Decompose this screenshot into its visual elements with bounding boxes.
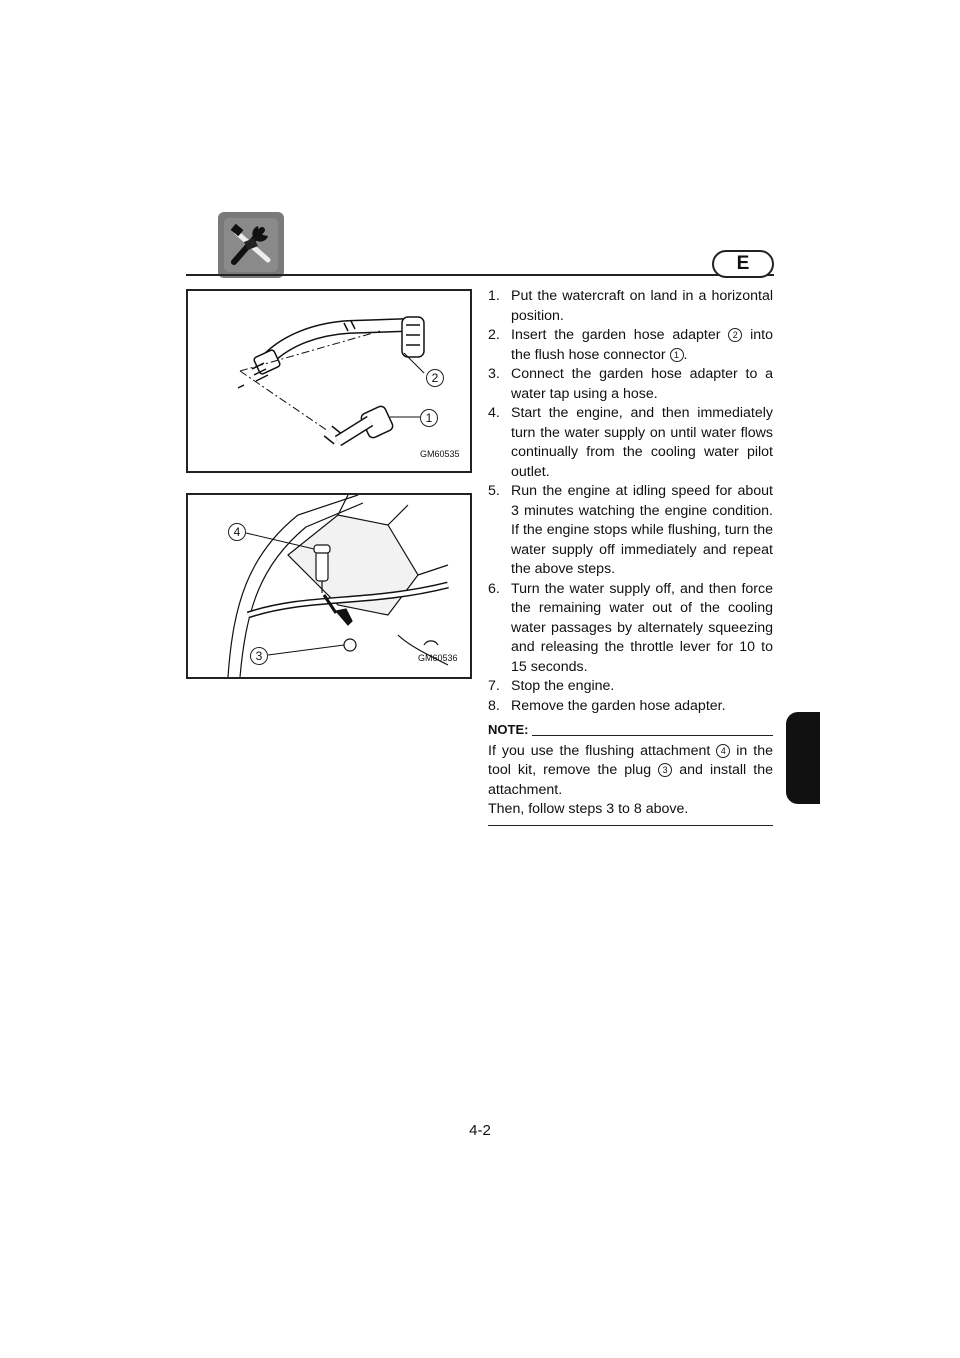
step: 5. Run the engine at idling speed for about 3 minutes watching the engine condition. If the engine stops while flushing, turn the water supply off immediately and repeat the above steps. [488,483,773,577]
callout-3: 3 [250,647,268,665]
callout-ref: 2 [728,328,742,342]
step: 3. Connect the garden hose adapter to a water tap using a hose. [488,366,773,402]
step: 1. Put the watercraft on land in a horizontal position. [488,288,773,324]
step: 7. Stop the engine. [488,678,615,694]
callout-ref: 1 [670,348,684,362]
tools-icon [218,212,284,278]
step: 2. Insert the garden hose adapter 2 into the flush hose connector 1 . [488,327,773,363]
figure-code: GM60536 [418,653,458,663]
section-tab [786,712,820,804]
page-number: 4-2 [469,1122,491,1139]
figure-hose-adapter [186,289,472,473]
figure-code: GM60535 [420,449,460,459]
callout-2: 2 [426,369,444,387]
callout-1: 1 [420,409,438,427]
note-text-line2: Then, follow steps 3 to 8 above. [488,801,689,817]
step: 8. Remove the garden hose adapter. [488,697,726,714]
note-label: NOTE: [488,722,529,737]
language-badge: E [712,250,774,278]
callout-ref: 4 [716,744,730,758]
callout-ref: 3 [658,763,672,777]
note-text: If you use the flushing attachment 4 in the tool kit, remove the plug 3 and install the attachment. [488,742,773,798]
engine-flush-illustration [188,495,470,677]
note-box [488,720,773,826]
figure-engine-flush [186,493,472,679]
instructions [488,287,773,826]
callout-4: 4 [228,523,246,541]
step: 6. Turn the water supply off, and then force the remaining water out of the cooling water passages by alternately squeezing and releasing the throttle lever for 10 to 15 seconds. [488,580,773,675]
step: 4. Start the engine, and then immediately turn the water supply on until water flows continually from the cooling water pilot outlet. [488,405,773,480]
header-rule [186,274,774,276]
note-rule [532,735,773,736]
steps-list [488,287,773,716]
note-end-rule [488,825,773,826]
